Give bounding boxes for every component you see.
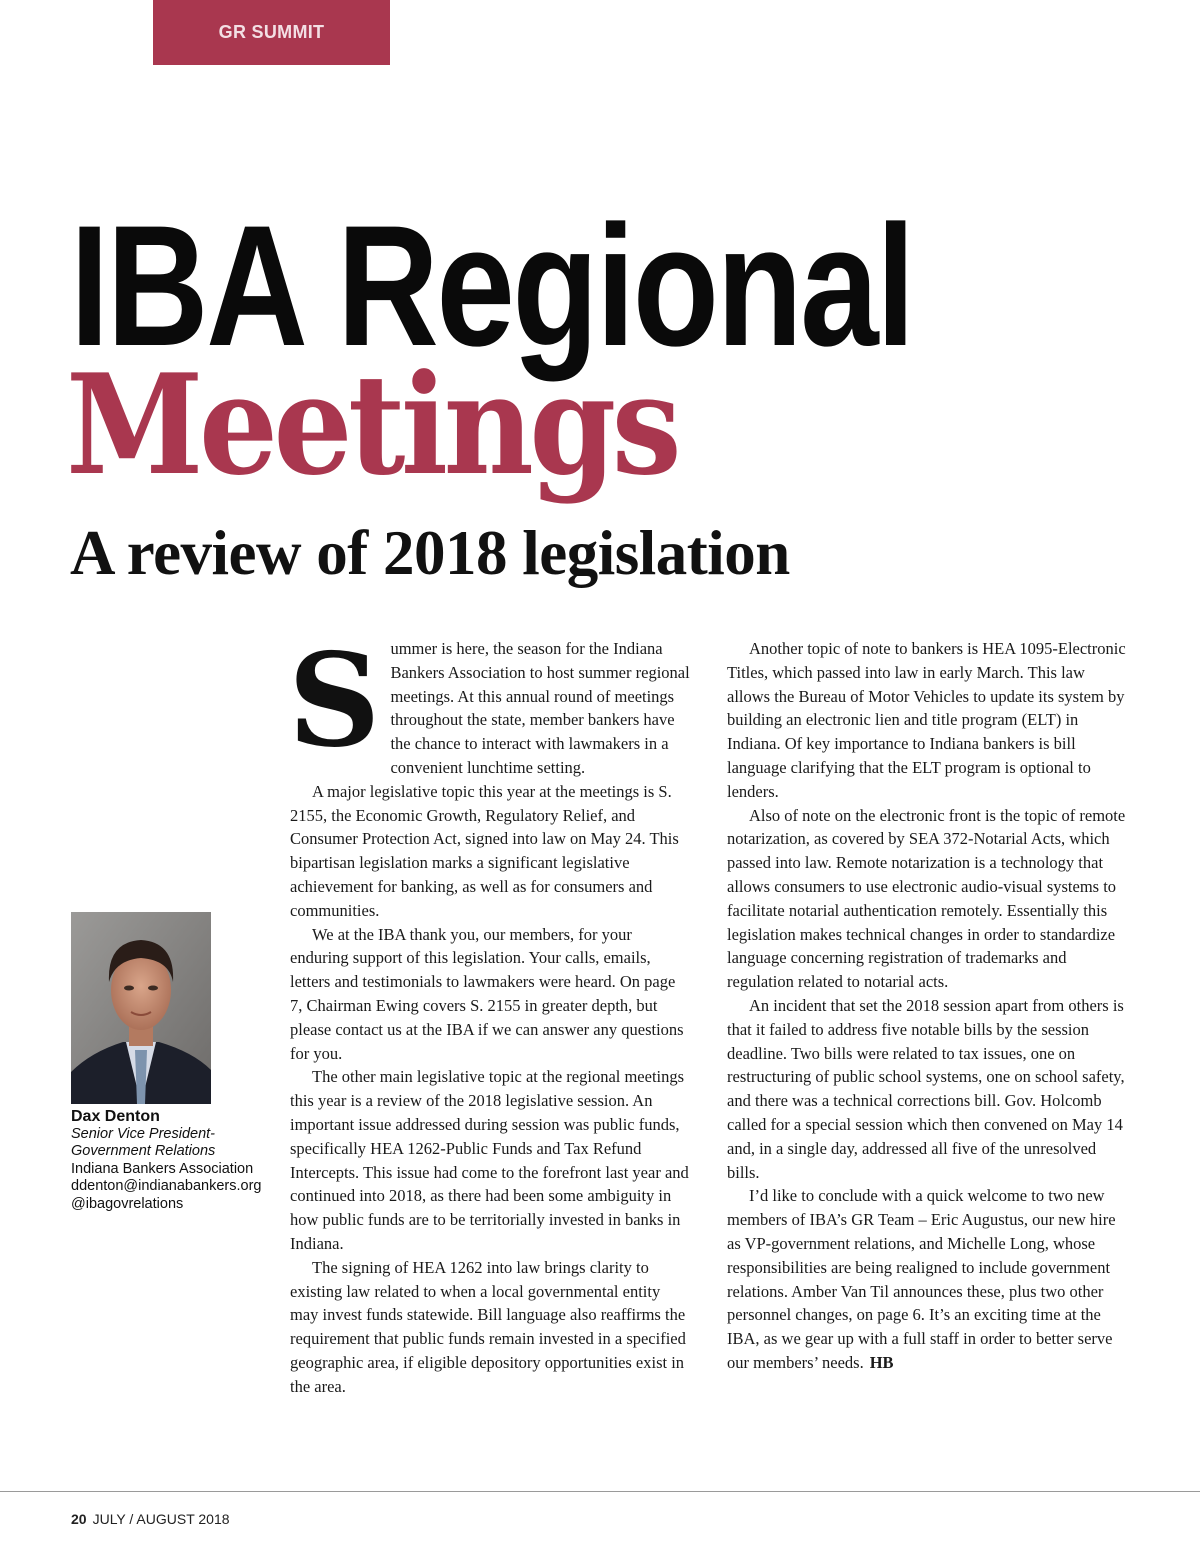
headline-line2: Meetings <box>66 343 678 506</box>
author-handle[interactable]: @ibagovrelations <box>71 1195 184 1212</box>
article-paragraph: Also of note on the electronic front is the topic of remote notarization, as covered by SEA 372-Notarial Acts, which passed into law. Remote notarization is a technology that allows consumers to use electronic audio-visual systems to facilitate notarial authentication remotely. Essentially this legislation makes technical changes in order to standardize language concerning registration of trademarks and regulation related to notarial acts. <box>727 805 1126 992</box>
author-email[interactable]: ddenton@indianabankers.org <box>71 1178 262 1194</box>
section-tab: GR SUMMIT <box>153 0 390 65</box>
issue-date: JULY / AUGUST 2018 <box>92 1511 230 1527</box>
author-title: Senior Vice President- <box>71 1125 216 1142</box>
page-footer <box>71 1511 230 1527</box>
article-paragraph-text: I’d like to conclude with a quick welcome to two new members of IBA’s GR Team – Eric Augustus, our new hire as VP-government relations, and Michelle Long, whose responsibilities are being realigned to include government relations. Amber Van Til announces these, plus two other personnel changes, on page 6. It’s an exciting time at the IBA, as we gear up with a full staff in order to better serve our members’ needs. <box>727 1186 1116 1372</box>
page-number: 20 <box>71 1511 87 1527</box>
article-paragraph: Another topic of note to bankers is HEA 1095-Electronic Titles, which passed into law in early March. This law allows the Bureau of Motor Vehicles to update its system by building an electronic lien and title program (ELT) in Indiana. Of key importance to Indiana bankers is bill language clarifying that the ELT program is optional to lenders. <box>727 639 1126 801</box>
article-column-2 <box>727 637 1127 1375</box>
article-paragraph: The other main legislative topic at the regional meetings this year is a review of the 2018 legislative session. An important issue addressed during session was public funds, specifically HEA 1262-Public Funds and Tax Refund Intercepts. This issue had come to the forefront last year and continued into 2018, as there had been some ambiguity in how public funds are to be territorially invested in banks in Indiana. <box>290 1067 689 1253</box>
author-photo <box>71 912 211 1104</box>
headline-line1: IBA Regional <box>70 190 913 382</box>
article-paragraph: ummer is here, the season for the Indiana Bankers Association to host summer regional meetings. At this annual round of meetings throughout the state, member bankers have the chance to interact with lawmakers in a convenient lunchtime setting. <box>390 639 690 777</box>
article-paragraph: The signing of HEA 1262 into law brings clarity to existing law related to when a local governmental entity may invest funds statewide. Bill language also reaffirms the requirement that public funds remain invested in a specified geographic area, if eligible depository opportunities exist in the area. <box>290 1257 686 1396</box>
author-organization: Indiana Bankers Association <box>71 1160 254 1177</box>
end-mark: HB <box>869 1352 894 1372</box>
author-title: Government Relations <box>71 1143 216 1159</box>
headline-subtitle: A review of 2018 legislation <box>70 518 790 588</box>
article-paragraph <box>727 1184 1127 1374</box>
author-name: Dax Denton <box>71 1108 160 1125</box>
article-paragraph: We at the IBA thank you, our members, for your enduring support of this legislation. Your calls, emails, letters and testimonials to lawmakers were heard. On page 7, Chairman Ewing covers S. 2155 in greater depth, but please contact us at the IBA if we can answer any questions for you. <box>290 924 684 1063</box>
article-paragraph: A major legislative topic this year at the meetings is S. 2155, the Economic Growth, Regulatory Relief, and Consumer Protection Act, signed into law on May 24. This bipartisan legislation marks a significant legislative achievement for banking, as well as for consumers and communities. <box>290 781 679 920</box>
author-bio <box>71 1108 281 1213</box>
footer-divider <box>0 1491 1200 1492</box>
article-paragraph: An incident that set the 2018 session apart from others is that it failed to address five notable bills by the session deadline. Two bills were related to tax issues, one on restructuring of public school systems, one on school safety, and there was a technical corrections bill. Gov. Holcomb called for a special session which then convened on May 14 and, in a single day, addressed all five of the unresolved bills. <box>727 995 1125 1182</box>
article-column-1 <box>288 626 690 1399</box>
drop-cap: S <box>288 626 381 776</box>
